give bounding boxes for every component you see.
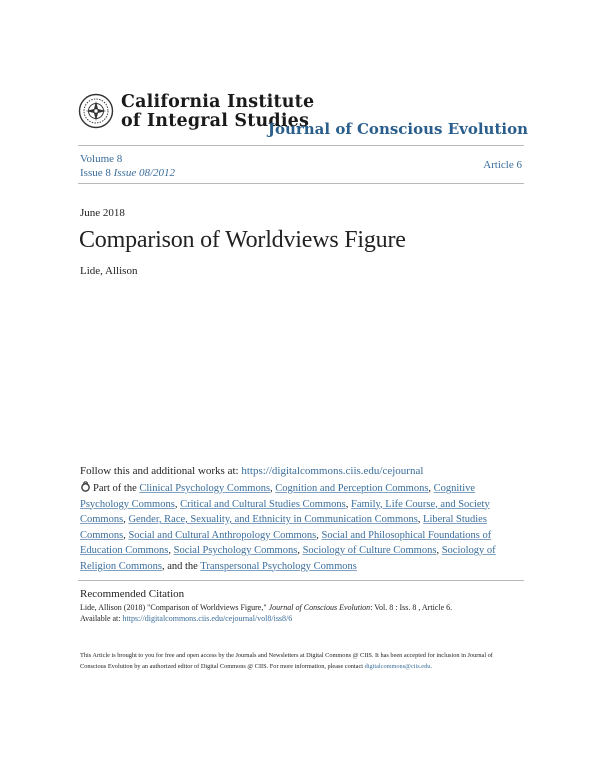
contact-email-link[interactable]: digitalcommons@ciis.edu — [364, 663, 431, 670]
citation-before: Lide, Allison (2018) "Comparison of Worldviews Figure," — [80, 603, 267, 612]
follow-text: Follow this and additional works at: — [80, 465, 239, 477]
commons-prefix: Part of the — [93, 483, 137, 494]
available-label: Available at: — [80, 614, 121, 623]
citation-after: : Vol. 8 : Iss. 8 , Article 6. — [370, 603, 453, 612]
volume-issue-block — [80, 152, 175, 180]
notice-end: . — [430, 663, 432, 670]
paper-title: Comparison of Worldviews Figure — [79, 227, 406, 253]
institution-name-line1: California Institute — [121, 92, 315, 112]
commons-link[interactable]: Cognitive Psychology Commons — [80, 483, 476, 510]
commons-link[interactable]: Transpersonal Psychology Commons — [200, 560, 357, 572]
journal-name[interactable]: Journal of Conscious Evolution — [267, 120, 528, 138]
commons-link[interactable]: Sociology of Culture Commons — [302, 545, 437, 556]
volume-link[interactable]: Volume 8 — [80, 153, 123, 165]
commons-link[interactable]: Gender, Race, Sexuality, and Ethnicity in Communication Commons — [128, 514, 418, 525]
commons-link[interactable]: Clinical Psychology Commons — [139, 483, 271, 494]
citation-journal: Journal of Conscious Evolution — [268, 603, 371, 612]
citation-availability — [80, 613, 292, 624]
author-name: Lide, Allison — [80, 265, 138, 277]
commons-list: Part of the Clinical Psychology Commons, Cognition and Perception Commons, Cognitive Psychology Commons, Critical and Cultural Studies Commons, Family, Life Course, and Society Commons, Gender, Race, Sexuality, and Ethnicity in Communication Commons, Liberal Studies Commons, Social and Cultural Anthropology Commons, Social and Philosophical Foundations of Education Commons, Social Psychology Commons, Sociology of Culture Commons, Sociology of Religion Commons, and the Transpersonal Psychology Commons — [80, 483, 496, 572]
issue-number: Issue 8 — [80, 167, 111, 179]
header-divider — [78, 145, 524, 146]
open-access-icon — [80, 481, 91, 492]
institution-seal-icon — [78, 93, 114, 129]
notice-text: This Article is brought to you for free and open access by the Journals and Newsletters at Digital Commons @ CIIS. It has been accepted for inclusion in Journal of Conscious Evolution by an authorized editor of Digital Commons @ CIIS. For more information, please contact — [80, 652, 493, 670]
issue-date: Issue 08/2012 — [113, 167, 176, 179]
commons-link[interactable]: Social and Philosophical Foundations of Education Commons — [80, 529, 492, 556]
issue-link[interactable] — [80, 166, 175, 180]
article-number-link[interactable]: Article 6 — [483, 159, 522, 171]
citation-heading: Recommended Citation — [80, 588, 185, 600]
commons-and-the: and the — [167, 560, 198, 572]
commons-link[interactable]: Social and Cultural Anthropology Commons — [128, 529, 317, 541]
header — [78, 90, 528, 140]
commons-link[interactable]: Social Psychology Commons — [173, 545, 298, 556]
commons-link[interactable]: Liberal Studies Commons — [80, 514, 487, 541]
follow-url-link[interactable]: https://digitalcommons.ciis.edu/cejournal — [241, 465, 424, 477]
publication-date: June 2018 — [80, 207, 125, 219]
commons-link[interactable]: Sociology of Religion Commons — [80, 545, 496, 572]
citation-divider — [78, 580, 524, 581]
follow-line — [80, 465, 423, 477]
commons-link[interactable]: Family, Life Course, and Society Commons — [80, 498, 490, 525]
commons-link[interactable]: Cognition and Perception Commons — [275, 483, 429, 494]
citation-text — [80, 602, 526, 613]
institution-name-line2: of Integral Studies — [121, 111, 310, 131]
issue-divider — [78, 183, 524, 184]
commons-link[interactable]: Critical and Cultural Studies Commons — [180, 498, 346, 510]
available-url-link[interactable]: https://digitalcommons.ciis.edu/cejournal/vol8/iss8/6 — [122, 614, 293, 623]
access-notice — [80, 650, 520, 672]
